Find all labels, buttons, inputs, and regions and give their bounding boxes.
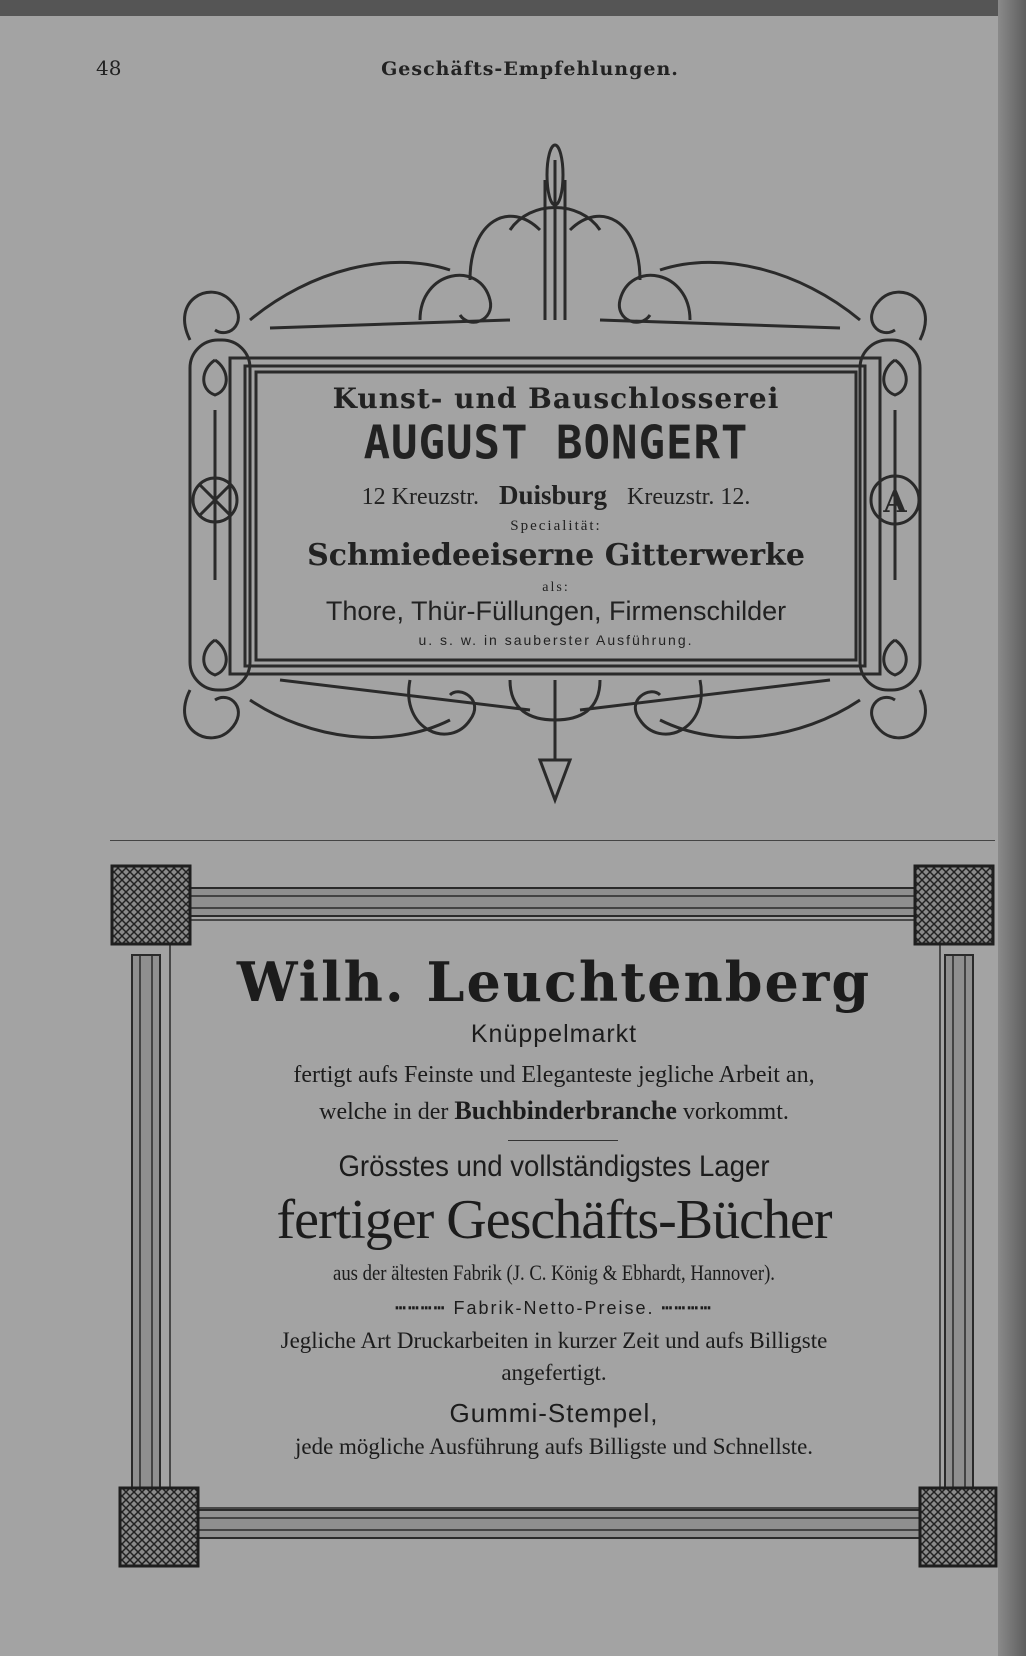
advertisement-leuchtenberg (110, 860, 1000, 1570)
description-line-2 (188, 1096, 920, 1126)
page-number: 48 (96, 56, 122, 80)
speciality-label: Specialität: (510, 518, 602, 534)
section-divider (110, 840, 995, 841)
printing-line-2: angefertigt. (501, 1360, 607, 1385)
page-edge-right (998, 0, 1026, 1656)
company-name: AUGUST BONGERT (363, 416, 749, 471)
rubber-stamp-heading: Gummi-Stempel, (449, 1398, 659, 1428)
net-prices: ┅┅┅┅ Fabrik-Netto-Preise. ┅┅┅┅ (395, 1298, 713, 1318)
factory-note: aus der ältesten Fabrik (J. C. König & Ebhardt, Hannover). (333, 1260, 775, 1285)
speciality: Schmiedeeiserne Gitterwerke (307, 538, 805, 573)
als-label: als: (542, 580, 570, 595)
description-line-1: fertigt aufs Feinste und Eleganteste jegliche Arbeit an, (293, 1062, 815, 1088)
printing-line-1: Jegliche Art Druckarbeiten in kurzer Zeit und aufs Billigste (280, 1328, 828, 1353)
stock-line-2: fertiger Geschäfts-Bücher (276, 1189, 832, 1251)
bongert-text-box (260, 370, 852, 658)
city: Duisburg (498, 480, 608, 510)
address-right: Kreuzstr. 12. (627, 484, 751, 510)
monogram-letter: A (883, 485, 907, 520)
advertisement-bongert (170, 120, 940, 810)
desc-pre: welche in der (319, 1099, 449, 1125)
address-line (260, 480, 852, 511)
company-name: Wilh. Leuchtenberg (236, 950, 872, 1014)
product-list: Thore, Thür-Füllungen, Firmenschilder (325, 596, 787, 626)
small-rule (508, 1140, 618, 1141)
stock-line-1: Grösstes und vollständigstes Lager (338, 1150, 770, 1183)
rubber-stamp-note: jede mögliche Ausführung aufs Billigste und Schnellste. (294, 1434, 814, 1459)
trade-heading: Kunst- und Bauschlosserei (332, 382, 780, 415)
location: Knüppelmarkt (470, 1020, 638, 1048)
desc-bold: Buchbinderbranche (454, 1096, 677, 1125)
quality-note: u. s. w. in sauberster Ausführung. (418, 632, 694, 648)
running-title: Geschäfts-Empfehlungen. (381, 58, 679, 80)
desc-post: vorkommt. (682, 1099, 789, 1125)
address-left: 12 Kreuzstr. (361, 484, 479, 510)
net-prices-text: Fabrik-Netto-Preise. (453, 1298, 655, 1318)
